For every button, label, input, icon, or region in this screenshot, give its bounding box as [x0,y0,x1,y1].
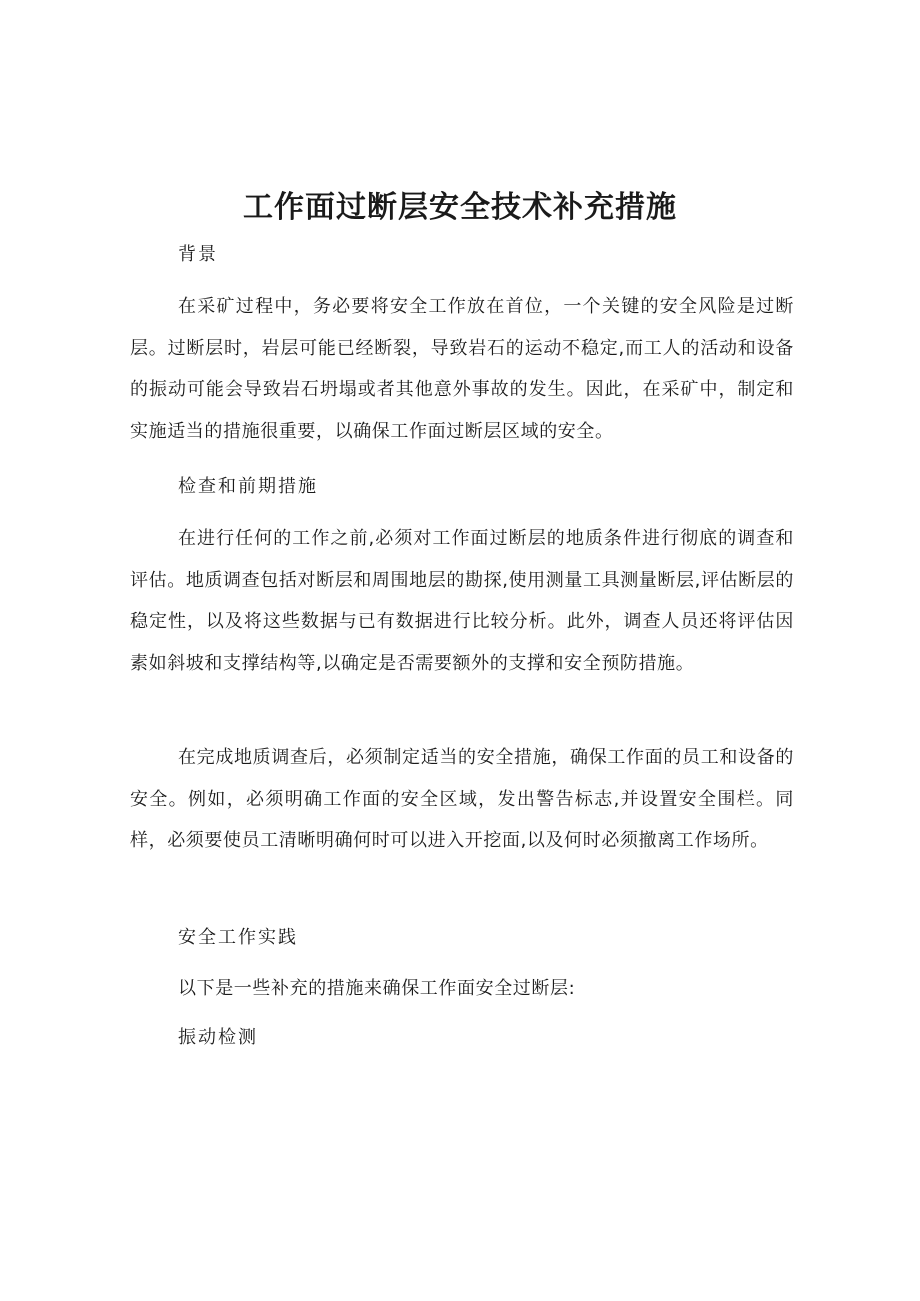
section-heading-background: 背景 [178,244,218,265]
section-heading-inspection: 检查和前期措施 [178,476,318,497]
paragraph-inspection-2: 在完成地质调查后，必须制定适当的安全措施，确保工作面的员工和设备的安全。例如，必须明确工作面的安全区域，发出警告标志,并设置安全围栏。同样，必须要使员工清晰明确何时可以进入开挖面,以及何时必须撤离工作场所。 [130,747,794,851]
section-heading-safe-practice: 安全工作实践 [178,927,298,948]
paragraph-safe-practice: 以下是一些补充的措施来确保工作面安全过断层: [178,978,576,999]
paragraph-inspection-1: 在进行任何的工作之前,必须对工作面过断层的地质条件进行彻底的调查和评估。地质调查包括对断层和周围地层的勘探,使用测量工具测量断层,评估断层的稳定性，以及将这些数据与已有数据进行比较分析。此外，调查人员还将评估因素如斜坡和支撑结构等,以确定是否需要额外的支撑和安全预防措施。 [130,528,794,674]
paragraph-background: 在采矿过程中，务必要将安全工作放在首位，一个关键的安全风险是过断层。过断层时，岩层可能已经断裂，导致岩石的运动不稳定,而工人的活动和设备的振动可能会导致岩石坍塌或者其他意外事故的发生。因此，在采矿中，制定和实施适当的措施很重要，以确保工作面过断层区域的安全。 [130,296,794,442]
section-heading-vibration: 振动检测 [178,1027,258,1048]
document-title: 工作面过断层安全技术补充措施 [243,190,677,225]
